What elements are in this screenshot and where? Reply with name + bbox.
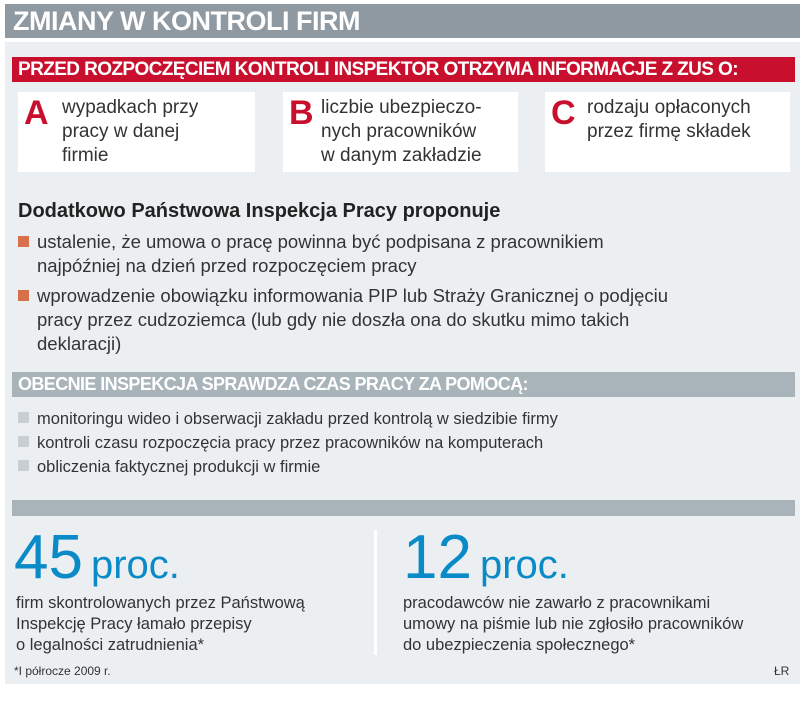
bullet-square-icon (18, 290, 29, 301)
bullet-square-icon (18, 236, 29, 247)
bullet-square-icon (18, 436, 29, 447)
proposal-text: pracy przez cudzoziemca (lub gdy nie doszła ona do skutku mimo takich (37, 309, 630, 330)
box-letter: B (289, 94, 314, 132)
box-text: liczbie ubezpieczo- (321, 97, 482, 118)
method-item (18, 410, 558, 429)
box-letter: C (551, 94, 576, 132)
proposal-text: najpóźniej na dzień przed rozpoczęciem pracy (37, 255, 417, 276)
method-text: kontroli czasu rozpoczęcia pracy przez pracowników na komputerach (37, 434, 544, 452)
stat-text: o legalności zatrudnienia* (16, 636, 205, 654)
current-methods-header: OBECNIE INSPEKCJA SPRAWDZA CZAS PRACY ZA POMOCĄ: (12, 372, 795, 397)
proposal-text: wprowadzenie obowiązku informowania PIP lub Straży Granicznej o podjęciu (37, 285, 669, 306)
zus-info-header: PRZED ROZPOCZĘCIEM KONTROLI INSPEKTOR OTRZYMA INFORMACJE Z ZUS O: (12, 57, 795, 82)
bullet-square-icon (18, 412, 29, 423)
info-box-a (18, 92, 255, 172)
info-box-c (545, 92, 790, 172)
stat-text: Inspekcję Pracy łamało przepisy (16, 615, 252, 633)
box-text: przez firmę składek (587, 121, 751, 142)
stat-unit: proc. (479, 543, 569, 587)
page-title: ZMIANY W KONTROLI FIRM (5, 4, 800, 38)
proposal-text: deklaracji) (37, 333, 122, 354)
stat-number: 45 (14, 523, 83, 592)
method-item (18, 434, 543, 453)
stat-value (14, 523, 180, 596)
stats-separator (374, 530, 377, 655)
stat-text: umowy na piśmie lub nie zgłosiło pracowników (403, 615, 744, 633)
proposal-item (18, 284, 668, 356)
bullet-square-icon (18, 460, 29, 471)
box-text: firmie (62, 145, 109, 166)
proposals-heading: Dodatkowo Państwowa Inspekcja Pracy proponuje (18, 200, 501, 222)
method-text: monitoringu wideo i obserwacji zakładu przed kontrolą w siedzibie firmy (37, 410, 558, 428)
stats-divider-bar (12, 500, 795, 516)
author-initials: ŁR (774, 664, 790, 678)
proposal-text: ustalenie, że umowa o pracę powinna być podpisana z pracownikiem (37, 231, 604, 252)
method-item (18, 458, 320, 477)
stat-description (403, 593, 743, 656)
info-box-b (283, 92, 518, 172)
stat-number: 12 (403, 523, 472, 592)
box-text: w danym zakładzie (321, 145, 482, 166)
box-letter: A (24, 94, 49, 132)
stat-text: pracodawców nie zawarło z pracownikami (403, 594, 711, 612)
box-text: nych pracowników (321, 121, 477, 142)
method-text: obliczenia faktycznej produkcji w firmie (37, 458, 321, 476)
box-text: wypadkach przy (62, 97, 199, 118)
stat-value (403, 523, 569, 596)
stat-unit: proc. (90, 543, 180, 587)
stat-text: do ubezpieczenia społecznego* (403, 636, 636, 654)
stat-description (16, 593, 305, 656)
footnote: *I półrocze 2009 r. (14, 664, 111, 678)
stat-text: firm skontrolowanych przez Państwową (16, 594, 305, 612)
box-text: pracy w danej (62, 121, 180, 142)
proposal-item (18, 230, 604, 278)
box-text: rodzaju opłaconych (587, 97, 751, 118)
